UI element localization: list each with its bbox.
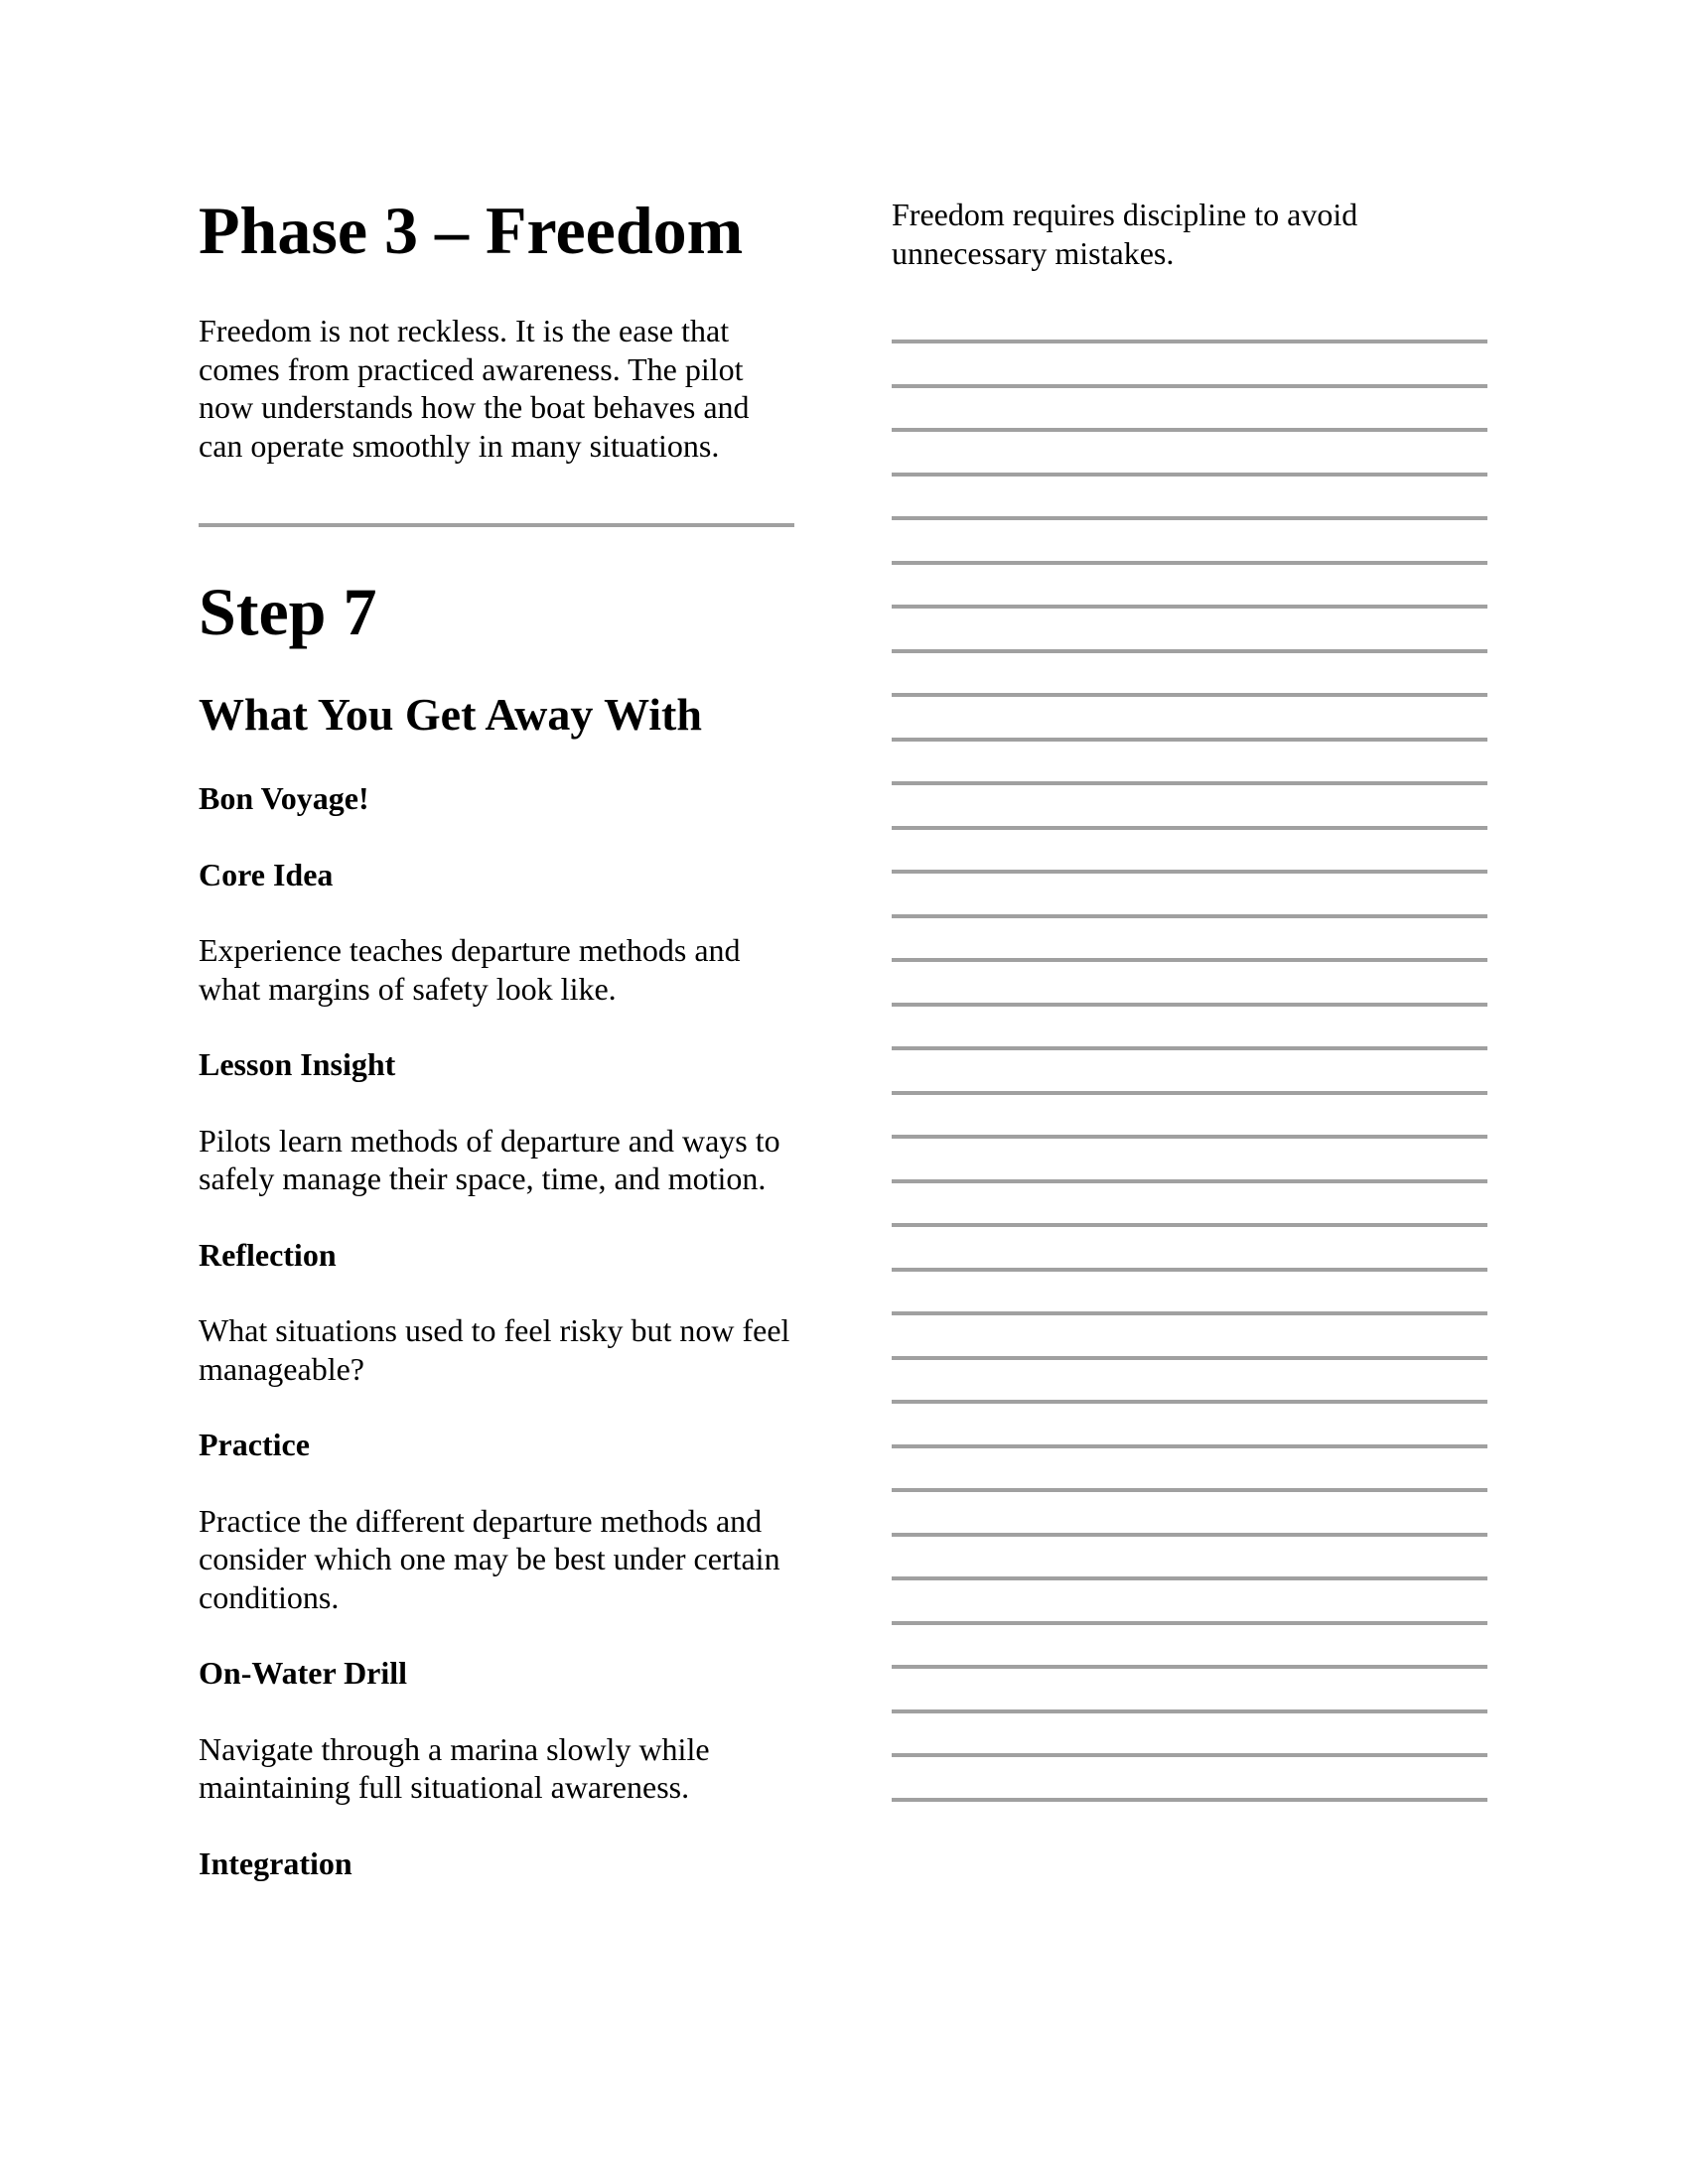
note-line [892, 1268, 1487, 1272]
lesson-insight-text: Pilots learn methods of departure and ways to safely manage their space, time, and motion. [199, 1122, 780, 1196]
note-line [892, 1488, 1487, 1492]
note-line [892, 1621, 1487, 1625]
note-line [892, 649, 1487, 653]
notes-intro: Freedom requires discipline to avoid unnecessary mistakes. [892, 197, 1358, 271]
lesson-insight-label: Lesson Insight [199, 1046, 396, 1082]
note-line [892, 693, 1487, 697]
step-subtitle: What You Get Away With [199, 689, 702, 740]
note-line [892, 870, 1487, 874]
practice-text: Practice the different departure methods and consider which one may be best under certain conditions. [199, 1502, 780, 1615]
note-line [892, 340, 1487, 343]
on-water-drill-text: Navigate through a marina slowly while maintaining full situational awareness. [199, 1730, 710, 1805]
note-line [892, 1444, 1487, 1448]
core-idea-text: Experience teaches departure methods and what margins of safety look like. [199, 932, 741, 1007]
note-line [892, 738, 1487, 742]
note-line [892, 1665, 1487, 1669]
practice-label: Practice [199, 1427, 310, 1462]
note-line [892, 428, 1487, 432]
phase-title: Phase 3 – Freedom [199, 193, 744, 268]
note-line [892, 1135, 1487, 1139]
note-line [892, 1311, 1487, 1315]
note-line [892, 1533, 1487, 1537]
note-line [892, 384, 1487, 388]
step-title: Step 7 [199, 574, 377, 649]
section-divider [199, 523, 794, 527]
note-line [892, 1223, 1487, 1227]
note-line [892, 1356, 1487, 1360]
phase-intro: Freedom is not reckless. It is the ease that comes from practiced awareness. The pilot now understands how the boat behaves and can operate smoothly in many situations. [199, 313, 750, 464]
note-line [892, 1400, 1487, 1404]
core-idea-label: Core Idea [199, 856, 334, 892]
note-line [892, 1003, 1487, 1007]
note-line [892, 1091, 1487, 1095]
note-line [892, 826, 1487, 830]
note-line [892, 473, 1487, 477]
tagline: Bon Voyage! [199, 780, 369, 816]
integration-label: Integration [199, 1844, 352, 1881]
note-line [892, 1798, 1487, 1802]
note-line [892, 1709, 1487, 1713]
note-line [892, 1046, 1487, 1050]
left-column [199, 191, 794, 1882]
note-line [892, 605, 1487, 609]
note-line [892, 561, 1487, 565]
reflection-label: Reflection [199, 1236, 337, 1273]
note-line [892, 1179, 1487, 1183]
reflection-text: What situations used to feel risky but now feel manageable? [199, 1312, 790, 1387]
note-line [892, 958, 1487, 962]
note-line [892, 914, 1487, 918]
note-line [892, 1753, 1487, 1757]
note-line [892, 781, 1487, 785]
note-line [892, 1576, 1487, 1580]
on-water-drill-label: On-Water Drill [199, 1655, 408, 1691]
note-line [892, 516, 1487, 520]
right-column [892, 196, 1487, 272]
